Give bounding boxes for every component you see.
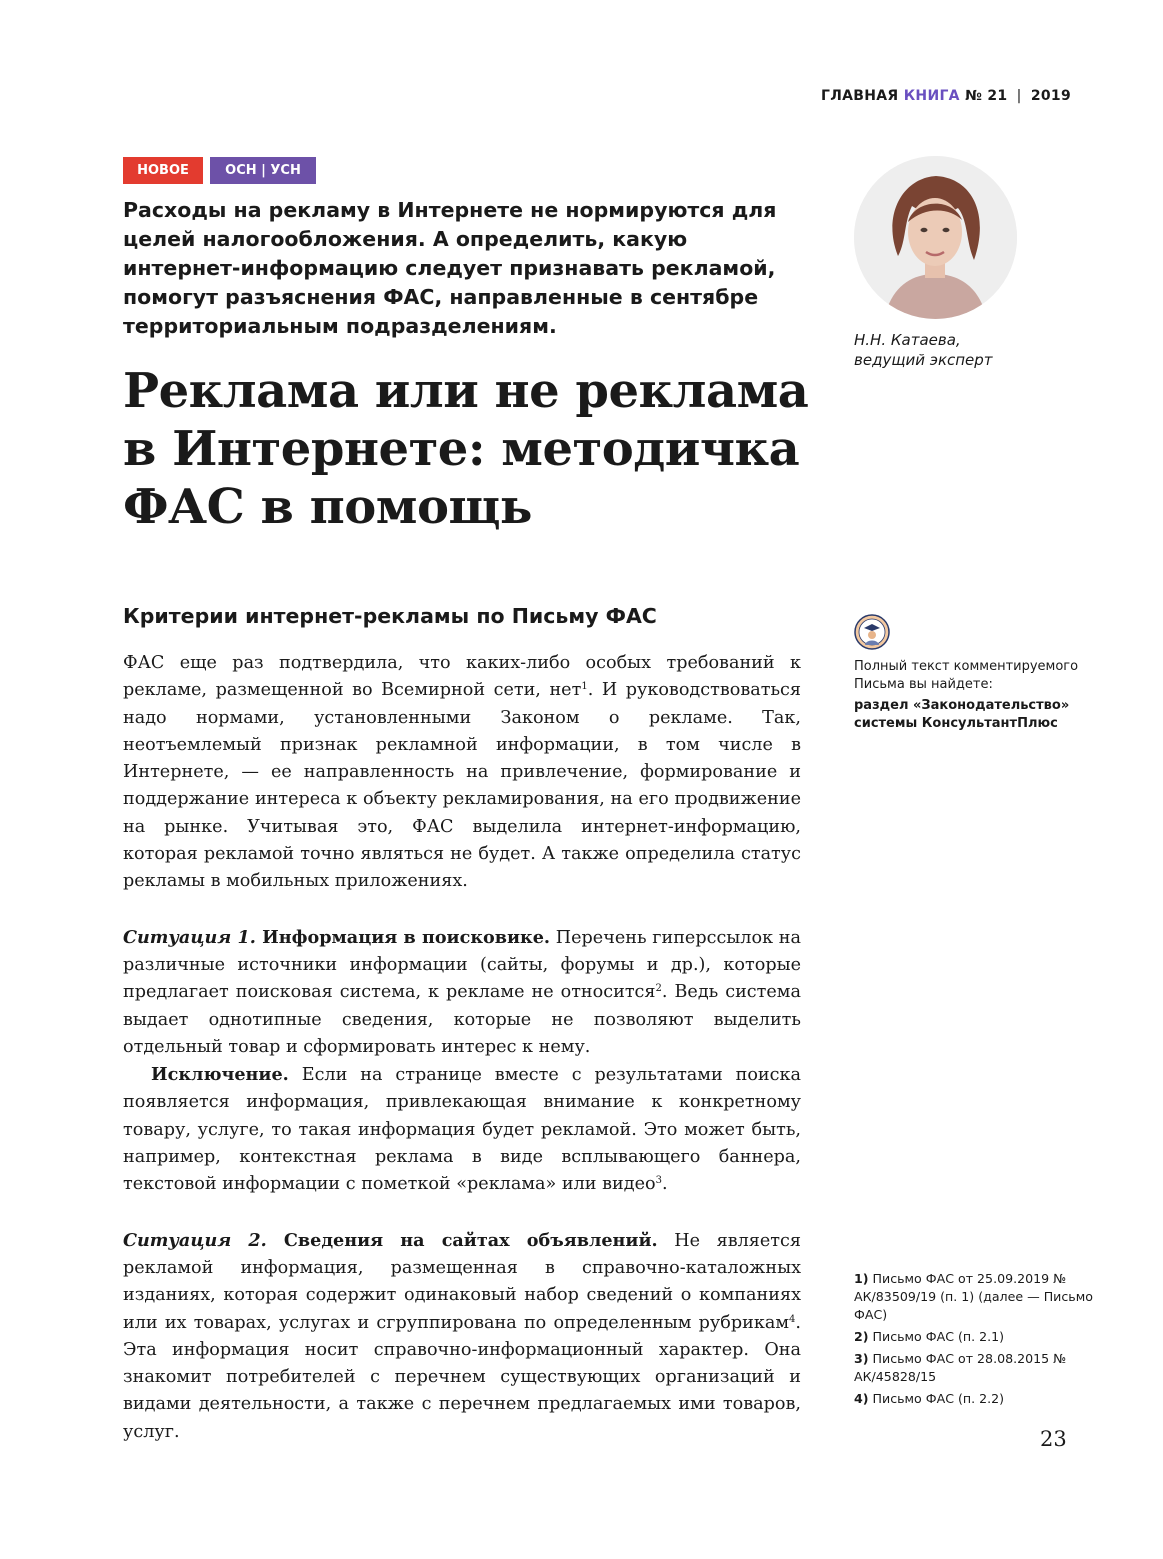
footnote-ref: 1 (581, 681, 588, 693)
side-note (854, 658, 1084, 733)
footnote-number: 2) (854, 1329, 869, 1344)
paragraph-exception (123, 1061, 801, 1198)
footnote-text: Письмо ФАС от 28.08.2015 № АК/45828/15 (854, 1351, 1067, 1384)
paragraph-text: ФАС еще раз подтвердила, что каких-либо особых требований к рекламе, размещенной во Всемирной сети, нет (123, 653, 801, 701)
author-portrait-icon (854, 156, 1017, 319)
author-avatar (854, 156, 1017, 319)
paragraph-text: Перечень гиперссылок на различные источники информации (сайты, форумы и др.), которые предлагает поисковая система, к рекламе не относится (123, 927, 801, 1003)
header-separator: | (1016, 88, 1022, 104)
footnotes (854, 1270, 1094, 1412)
page-number: 23 (1040, 1427, 1067, 1451)
footnote-item (854, 1328, 1094, 1346)
paragraph-text: . И руководствоваться надо нормами, установленными Законом о рекламе. Так, неотъемлемый признак рекламной информации, в том числе в Интернете, — ее направленность на привлечение, формирование и поддержание интереса к объекту рекламирования, на его продвижение на рынке. Учитывая это, ФАС выделила интернет-информацию, которая рекламой точно являться не будет. А также определила статус рекламы в мобильных приложениях. (123, 680, 801, 892)
footnote-number: 4) (854, 1391, 869, 1406)
side-note-text: Полный текст комментируемого Письма вы найдете: (854, 659, 1079, 692)
paragraph-text: Не является рекламой информация, размещенная в справочно-каталожных изданиях, которая содержит одинаковый набор сведений о компаниях или их товарах, услугах и сгруппирована по определенным рубрикам (123, 1230, 801, 1333)
footnote-item (854, 1270, 1094, 1324)
paragraph-text: Если на странице вместе с результатами поиска появляется информация, привлекающая внимание к конкретному товару, услуге, то такая информация будет рекламой. Это может быть, например, контекстная реклама в виде всплывающего баннера, текстовой информации с пометкой «реклама» или видео (123, 1065, 801, 1195)
magazine-header (821, 88, 1071, 104)
paragraph (123, 650, 801, 896)
author-name: Н.Н. Катаева, (854, 331, 961, 349)
section-heading: Критерии интернет-рекламы по Письму ФАС (123, 604, 657, 628)
footnote-number: 1) (854, 1271, 869, 1286)
side-note-source: раздел «Законодательство» системы КонсультантПлюс (854, 698, 1070, 731)
footnote-item (854, 1350, 1094, 1386)
situation-label: Ситуация 2. (123, 1229, 267, 1251)
article-lead: Расходы на рекламу в Интернете не нормируются для целей налогообложения. А определить, какую интернет-информацию следует признавать рекламой, помогут разъяснения ФАС, направленные в сентябре территориальным подразделениям. (123, 198, 777, 338)
situation-label: Ситуация 1. (123, 926, 256, 948)
brand-name-accent: КНИГА (903, 88, 960, 104)
situation-title: Сведения на сайтах объявлений. (266, 1229, 658, 1251)
author-role: ведущий эксперт (854, 351, 993, 369)
paragraph-situation-1 (123, 924, 801, 1061)
tag-tax-system: ОСН | УСН (210, 157, 316, 184)
brand-name: ГЛАВНАЯ (821, 88, 899, 104)
paragraph-text: . Эта информация носит справочно-информационный характер. Она знакомит потребителей с перечнем существующих организаций и видами деятельности, а также с перечнем предлагаемых ими товаров, услуг. (123, 1312, 801, 1442)
footnote-text: Письмо ФАС (п. 2.1) (868, 1329, 1005, 1344)
situation-title: Информация в поисковике. (255, 926, 551, 948)
issue-number: № 21 (965, 88, 1008, 104)
footnote-item (854, 1390, 1094, 1408)
article-body (123, 650, 801, 1446)
footnote-ref: 2 (655, 983, 662, 995)
footnote-text: Письмо ФАС (п. 2.2) (868, 1391, 1005, 1406)
exception-label: Исключение. (151, 1064, 289, 1086)
footnote-text: Письмо ФАС от 25.09.2019 № АК/83509/19 (п. 1) (далее — Письмо ФАС) (854, 1271, 1093, 1322)
footnote-number: 3) (854, 1351, 869, 1366)
article-title: Реклама или не реклама в Интернете: методичка ФАС в помощь (123, 363, 809, 535)
author-caption (854, 330, 1074, 370)
footnote-ref: 3 (655, 1175, 662, 1187)
scholar-icon (854, 614, 890, 650)
issue-year: 2019 (1030, 88, 1071, 104)
footnote-ref: 4 (789, 1313, 796, 1325)
paragraph-situation-2 (123, 1227, 801, 1446)
consultant-plus-icon (854, 614, 890, 650)
paragraph-text: . Ведь система выдает однотипные сведения, которые не позволяют выделить отдельный товар и сформировать интерес к нему. (123, 982, 801, 1057)
paragraph-text: . (661, 1174, 668, 1195)
tag-new: НОВОЕ (123, 157, 203, 184)
